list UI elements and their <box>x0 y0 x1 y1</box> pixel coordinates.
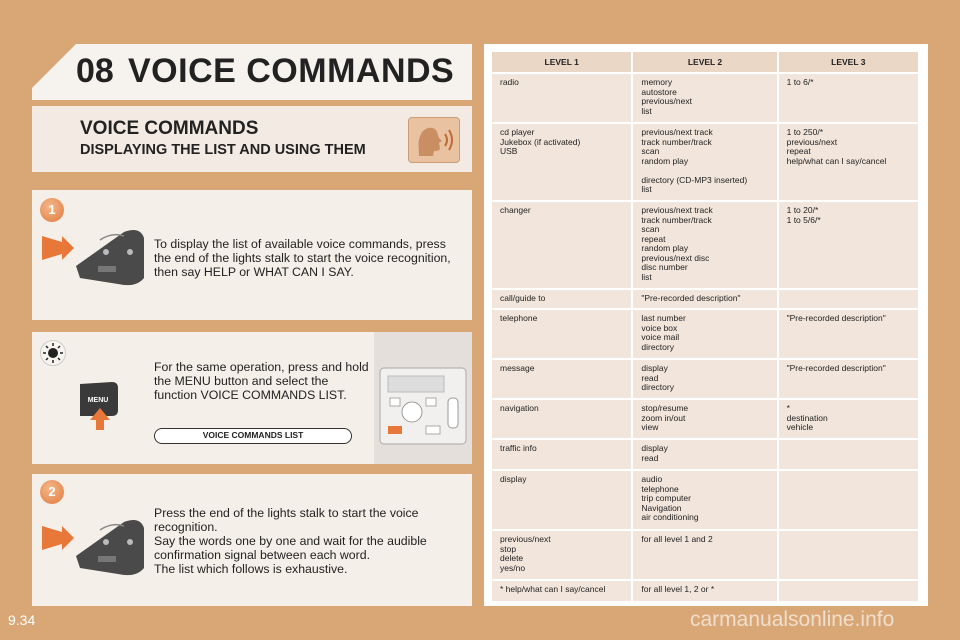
cell-level-1: cd player Jukebox (if activated) USB <box>492 124 631 200</box>
page-number: 9.34 <box>8 612 36 628</box>
cell-level-2: "Pre-recorded description" <box>633 290 776 308</box>
voice-commands-table <box>490 50 920 603</box>
cell-level-3: 1 to 6/* <box>779 74 918 122</box>
table-row <box>492 471 918 529</box>
title-corner-notch <box>32 44 76 88</box>
table-header-row <box>492 52 918 72</box>
section-subtitle: DISPLAYING THE LIST AND USING THEM <box>80 142 366 158</box>
table-row <box>492 531 918 579</box>
cell-level-3: 1 to 20/* 1 to 5/6/* <box>779 202 918 288</box>
table-row <box>492 440 918 469</box>
cell-level-2: stop/resume zoom in/out view <box>633 400 776 438</box>
cell-level-1: traffic info <box>492 440 631 469</box>
cell-level-1: * help/what can I say/cancel <box>492 581 631 601</box>
table-row <box>492 290 918 308</box>
cell-level-3 <box>779 531 918 579</box>
radio-unit-illustration <box>374 332 472 464</box>
cell-level-2: last number voice box voice mail directory <box>633 310 776 358</box>
lightbulb-tip-icon <box>40 340 66 366</box>
cell-level-2: memory autostore previous/next list <box>633 74 776 122</box>
cell-level-3: "Pre-recorded description" <box>779 310 918 358</box>
cell-level-2: display read <box>633 440 776 469</box>
chapter-number: 08 <box>76 52 114 90</box>
step-1-badge: 1 <box>40 198 64 222</box>
cell-level-1: previous/next stop delete yes/no <box>492 531 631 579</box>
cell-level-3 <box>779 440 918 469</box>
watermark: carmanualsonline.info <box>690 608 895 631</box>
cell-level-2: audio telephone trip computer Navigation air conditioning <box>633 471 776 529</box>
table-row <box>492 310 918 358</box>
step-2-badge: 2 <box>40 480 64 504</box>
lights-stalk-icon <box>40 512 150 587</box>
cell-level-2: previous/next track track number/track scan random play directory (CD-MP3 inserted) list <box>633 124 776 200</box>
cell-level-3: 1 to 250/* previous/next repeat help/what can I say/cancel <box>779 124 918 200</box>
menu-button-icon <box>76 380 122 435</box>
table-row <box>492 400 918 438</box>
header-level-2: LEVEL 2 <box>633 52 776 72</box>
speaking-head-icon <box>408 117 460 163</box>
cell-level-3 <box>779 581 918 601</box>
menu-button-label: MENU <box>87 397 109 404</box>
cell-level-3 <box>779 290 918 308</box>
header-level-1: LEVEL 1 <box>492 52 631 72</box>
voice-commands-list-menu-item: VOICE COMMANDS LIST <box>154 428 352 444</box>
cell-level-3: * destination vehicle <box>779 400 918 438</box>
table-row <box>492 360 918 398</box>
cell-level-1: display <box>492 471 631 529</box>
cell-level-3 <box>779 471 918 529</box>
chapter-title: VOICE COMMANDS <box>128 52 455 90</box>
cell-level-3: "Pre-recorded description" <box>779 360 918 398</box>
cell-level-2: for all level 1 and 2 <box>633 531 776 579</box>
cell-level-1: changer <box>492 202 631 288</box>
cell-level-1: call/guide to <box>492 290 631 308</box>
step-2-text: Press the end of the lights stalk to start the voice recognition. Say the words one by one and wait for the audible confirmation signal between each word. The list which follows is exhaustive. <box>154 506 427 576</box>
step-1-text: To display the list of available voice commands, press the end of the lights stalk to start the voice recognition, then say HELP or WHAT CAN I SAY. <box>154 237 451 279</box>
cell-level-1: navigation <box>492 400 631 438</box>
table-row <box>492 124 918 200</box>
cell-level-1: radio <box>492 74 631 122</box>
cell-level-1: message <box>492 360 631 398</box>
section-title: VOICE COMMANDS <box>80 118 259 139</box>
table-row <box>492 202 918 288</box>
cell-level-2: previous/next track track number/track scan repeat random play previous/next disc disc number list <box>633 202 776 288</box>
table-row <box>492 74 918 122</box>
header-level-3: LEVEL 3 <box>779 52 918 72</box>
tip-text: For the same operation, press and hold the MENU button and select the function VOICE COMMANDS LIST. <box>154 360 369 402</box>
cell-level-1: telephone <box>492 310 631 358</box>
lights-stalk-icon <box>40 222 150 297</box>
cell-level-2: display read directory <box>633 360 776 398</box>
table-row <box>492 581 918 601</box>
cell-level-2: for all level 1, 2 or * <box>633 581 776 601</box>
